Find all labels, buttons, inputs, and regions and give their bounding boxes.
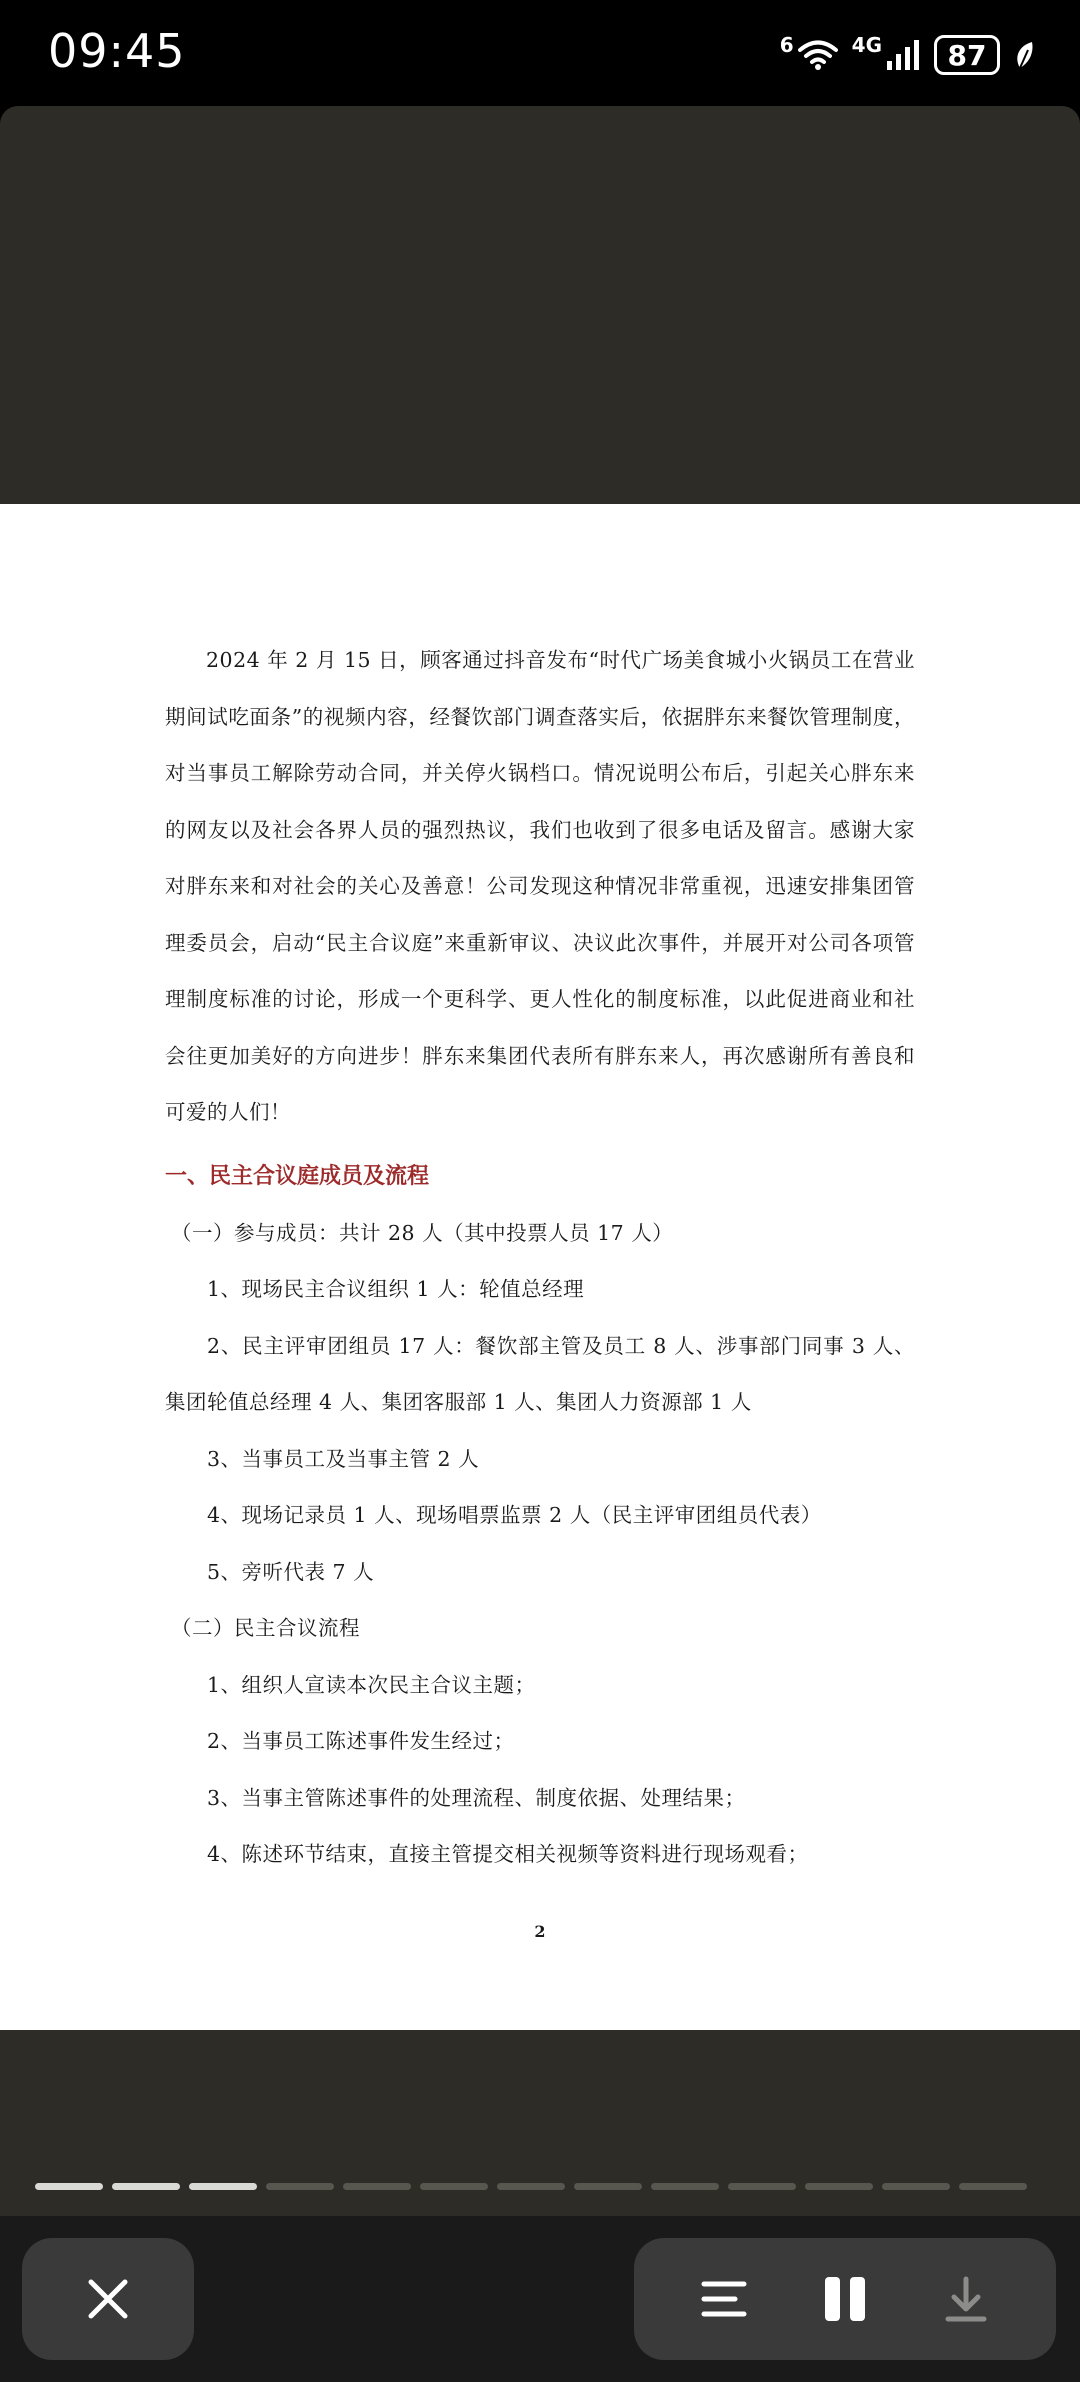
document-page[interactable] [0,504,1080,2030]
status-bar [0,0,1080,106]
close-button[interactable] [22,2238,194,2360]
pause-button[interactable] [805,2259,885,2339]
process-item: 3、当事主管陈述事件的处理流程、制度依据、处理结果； [207,1785,746,1810]
close-icon [87,2278,129,2320]
page-indicator-segment [112,2183,180,2190]
member-item: 3、当事员工及当事主管 2 人 [207,1446,480,1471]
page-number: 2 [534,1922,546,1941]
page-indicator-segment [35,2183,103,2190]
menu-button[interactable] [684,2259,764,2339]
page-indicator-segment [805,2183,873,2190]
signal-icon [886,39,920,71]
page-indicator-segment [189,2183,257,2190]
member-item: 2、民主评审团组员 17 人：餐饮部主管及员工 8 人、涉事部门同事 3 人、集团轮值总经理 4 人、集团客服部 1 人、集团人力资源部 1 人 [165,1333,915,1414]
page-indicator-segment [497,2183,565,2190]
page-indicator-segment [728,2183,796,2190]
process-item: 4、陈述环节结束，直接主管提交相关视频等资料进行现场观看； [207,1842,809,1866]
download-button[interactable] [926,2259,1006,2339]
page-indicator-segment [420,2183,488,2190]
leaf-icon [1014,40,1036,70]
subheading-members: （一）参与成员：共计 28 人（其中投票人员 17 人） [171,1220,674,1245]
battery-level: 87 [947,38,987,72]
process-item: 1、组织人宣读本次民主合议主题； [207,1672,536,1697]
document-viewer[interactable] [0,106,1080,2216]
intro-paragraph: 2024 年 2 月 15 日，顾客通过抖音发布“时代广场美食城小火锅员工在营业期间试吃面条”的视频内容，经餐饮部门调查落实后，依据胖东来餐饮管理制度，对当事员工解除劳动合同，并关停火锅档口。情况说明公布后，引起关心胖东来的网友以及社会各界人员的强烈热议，我们也收到了很多电话及留言。感谢大家对胖东来和对社会的关心及善意！公司发现这种情况非常重视，迅速安排集团管理委员会，启动“民主合议庭”来重新审议、决议此次事件，并展开对公司各项管理制度标准的讨论，形成一个更科学、更人性化的制度标准，以此促进商业和社会往更加美好的方向进步！胖东来集团代表所有胖东来人，再次感谢所有善良和可爱的人们！ [165,648,915,1124]
pause-icon [821,2275,869,2323]
member-item: 1、现场民主合议组织 1 人：轮值总经理 [207,1277,585,1301]
page-indicator-segment [882,2183,950,2190]
section-heading: 一、民主合议庭成员及流程 [165,1162,430,1189]
process-item: 2、当事员工陈述事件发生经过； [207,1729,515,1753]
menu-icon [701,2279,747,2319]
member-item: 5、旁听代表 7 人 [207,1559,375,1584]
battery-icon [934,35,1000,75]
wifi-generation-label: 6 [779,33,794,57]
page-indicator-segment [266,2183,334,2190]
network-type-label: 4G [851,33,882,57]
page-indicator-segment [651,2183,719,2190]
wifi-icon [798,39,838,71]
status-time: 09:45 [48,24,186,78]
page-indicator [35,2183,1027,2190]
download-icon [942,2275,990,2323]
toolbar-actions [634,2238,1056,2360]
page-indicator-segment [343,2183,411,2190]
subheading-process: （二）民主合议流程 [171,1616,360,1640]
page-indicator-segment [959,2183,1027,2190]
status-icons [780,32,1036,78]
member-item: 4、现场记录员 1 人、现场唱票监票 2 人（民主评审团组员代表） [207,1503,822,1527]
bottom-toolbar [0,2216,1080,2382]
page-indicator-segment [574,2183,642,2190]
